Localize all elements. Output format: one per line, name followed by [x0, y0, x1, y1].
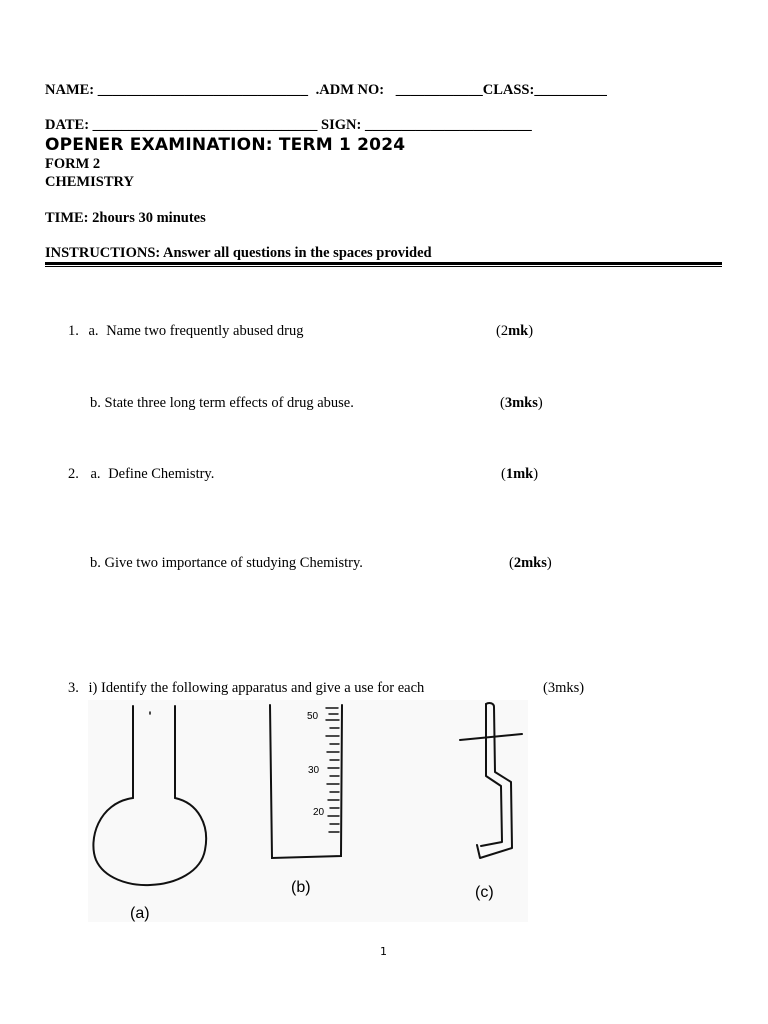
- part-label: a.: [90, 466, 101, 482]
- cylinder-mark-50: 50: [307, 711, 319, 722]
- question-text: State three long term effects of drug abuse.: [104, 395, 354, 411]
- name-line: [45, 82, 607, 99]
- apparatus-label-b: (b): [291, 879, 311, 896]
- question-number: 3.: [68, 680, 79, 696]
- part-label: b.: [90, 395, 101, 411]
- instructions-text: INSTRUCTIONS: Answer all questions in the spaces provided: [45, 245, 432, 261]
- time-label: TIME: 2hours 30 minutes: [45, 210, 206, 226]
- question-text: Give two importance of studying Chemistry.: [104, 555, 363, 571]
- question-3i: [68, 680, 424, 697]
- double-rule-bottom: [45, 266, 722, 267]
- question-2a: [68, 466, 214, 483]
- marks-1b: (3mks): [500, 395, 543, 411]
- question-text: Identify the following apparatus and give a use for each: [100, 680, 425, 696]
- class-blank[interactable]: __________: [534, 82, 607, 98]
- question-number: 2.: [68, 466, 79, 482]
- apparatus-label-a: (a): [130, 905, 150, 922]
- question-1b: [90, 395, 354, 412]
- sign-label: SIGN:: [321, 117, 362, 133]
- marks-2a: (1mk): [501, 466, 539, 482]
- subject-label: CHEMISTRY: [45, 174, 134, 190]
- part-label: b.: [90, 555, 101, 571]
- date-blank[interactable]: _______________________________: [92, 117, 318, 133]
- date-label: DATE:: [45, 117, 90, 133]
- apparatus-label-c: (c): [475, 884, 494, 901]
- question-text: Name two frequently abused drug: [106, 323, 304, 339]
- marks-1a: (2mk): [496, 323, 534, 339]
- adm-blank[interactable]: ____________: [395, 82, 483, 98]
- exam-title: OPENER EXAMINATION: TERM 1 2024: [45, 135, 406, 155]
- page-number: 1: [380, 945, 387, 958]
- sign-blank[interactable]: _______________________: [364, 117, 532, 133]
- question-1a: [68, 323, 304, 340]
- part-label: a.: [88, 323, 99, 339]
- form-label: FORM 2: [45, 156, 101, 172]
- double-rule-top: [45, 262, 722, 265]
- cylinder-mark-30: 30: [308, 765, 320, 776]
- question-2b: [90, 555, 363, 572]
- apparatus-figure: [88, 700, 528, 928]
- class-label: CLASS:: [482, 82, 535, 98]
- adm-label: .ADM NO:: [315, 82, 385, 98]
- cylinder-mark-20: 20: [313, 807, 325, 818]
- name-blank[interactable]: _____________________________: [97, 82, 309, 98]
- marks-3i: (3mks): [543, 680, 585, 696]
- question-number: 1.: [68, 323, 79, 339]
- part-label: i): [88, 680, 98, 696]
- question-text: Define Chemistry.: [108, 466, 215, 482]
- date-line: [45, 117, 532, 134]
- marks-2b: (2mks): [509, 555, 552, 571]
- name-label: NAME:: [45, 82, 95, 98]
